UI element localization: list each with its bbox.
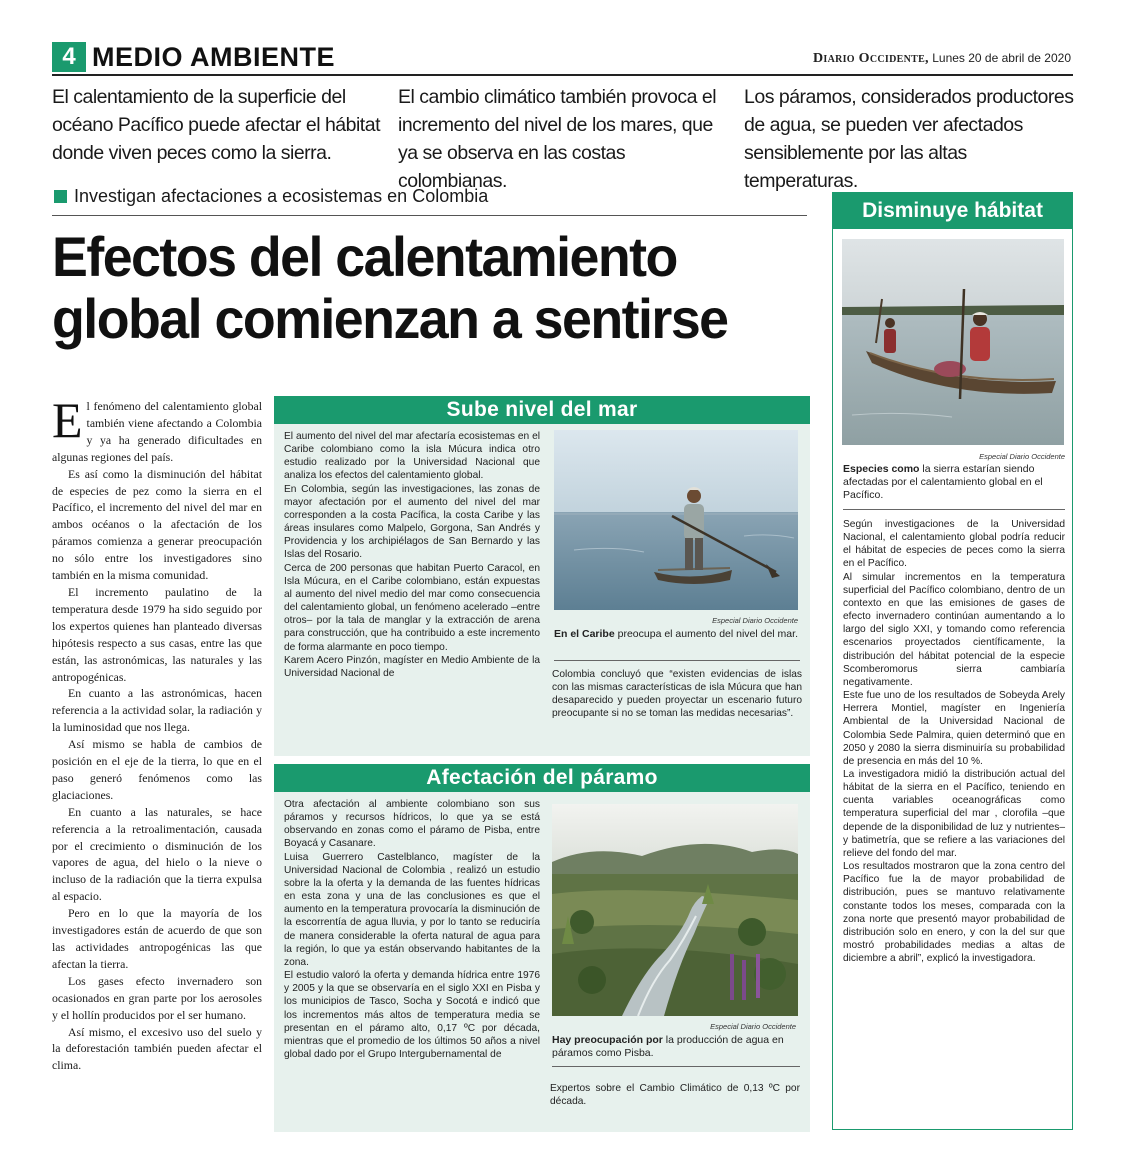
main-paragraph: Así mismo, el excesivo uso del suelo y la deforestación también pueden afectar el clima. [52,1024,262,1073]
teaser-paramos: Los páramos, considerados productores de agua, se pueden ver afectados sensiblemente por las altas temperaturas. [744,86,1074,192]
box-sea-level-continuation: Colombia concluyó que “existen evidencias de islas con las mismas características de isla Múcura que han desaparecido y pueden proyectar un escenario futuro preocupante si no se toman las medidas necesarias”. [552,669,802,720]
paramo-stream-image [552,804,798,1016]
photo-fishermen-lake [842,239,1064,445]
publication-date: Lunes 20 de abril de 2020 [932,51,1071,65]
caption-divider [552,1066,800,1067]
box-paramo-text: Otra afectación al ambiente colombiano son sus páramos y recursos hídricos, lo que ya se está observando en zonas como el páramo de Pisba, entre Boyacá y Casanare. Luisa Guerrero Castelblanco, magíster de la Universidad Nacional de Colombia , realizó un estudio sobre la la oferta y la demanda de las fuentes hídricas en esta zona y una de las conclusiones es que el aumento en la temperatura provocaría la disminución de la escorrentía de agua lluvia, y por lo tanto se reduciría de manera considerable la oferta natural de agua para la región, lo que ya están observando habitantes de la zona. El estudio valoró la oferta y demanda hídrica entre 1976 y 2005 y la que se observaría en el siglo XXI en Pisba y los municipios de Tasco, Socha y Socotá e indicó que los incrementos más altos de temperatura media se presentan en el páramo alto, 0,17 ºC por década, mientras que el promedio de los últimos 50 años a nivel global dado por el Grupo Intergubernamental de [284,799,540,1060]
photo-credit: Especial Diario Occidente [979,452,1065,461]
main-paragraph: En cuanto a las naturales, se hace referencia a la retroalimentación, causada por el crecimiento o disminución de los vapores de agua, del hielo o la nieve o incluso de la radiación que la tierra expulsa al espacio. [52,804,262,904]
box-sea-level [274,396,810,756]
box-paramo-title: Afectación del páramo [274,764,810,792]
teaser-ocean: El calentamiento de la superficie del océano Pacífico puede afectar el hábitat donde viven peces como la sierra. [52,86,380,164]
photo-paramo-stream [552,804,798,1016]
newspaper-name: Diario Occidente, [812,51,929,66]
main-paragraph: En cuanto a las astronómicas, hacen referencia a la actividad solar, la radiación y la luminosidad que nos llega. [52,686,262,735]
box-paramo-continuation: Expertos sobre el Cambio Climático de 0,13 ºC por década. [550,1083,800,1108]
drop-cap: E [52,392,83,448]
main-paragraph: El incremento paulatino de la temperatura desde 1979 ha sido seguido por los expertos quienes han planteado diversas hipótesis respecto a sus casas, entre las que están, las astronómicas, las naturales y las antropogénicas. [52,584,262,684]
page-number: 4 [52,42,86,72]
main-paragraph: Es así como la disminución del hábitat de especies de pez como la sierra en el Pacífico, el incremento del nivel del mar en ambos océanos o la afectación de los páramos comienza a generar preocupación no sólo entre los investigadores sino también en la misma comunidad. [52,466,262,583]
main-paragraph: Así mismo se habla de cambios de posición en el eje de la tierra, lo que en el paso generó fenómenos como las glaciaciones. [52,737,262,802]
photo-caption: En el Caribe preocupa el aumento del nivel del mar. [554,628,798,640]
photo-caption: Especies como la sierra estarían siendo afectadas por el calentamiento global en el Pacífico. [843,463,1043,501]
masthead [813,50,1071,67]
caption-divider [843,509,1065,510]
box-sea-level-title: Sube nivel del mar [274,396,810,424]
photo-credit: Especial Diario Occidente [712,616,798,625]
box-paramo [274,764,810,1132]
kicker-text: Investigan afectaciones a ecosistemas en Colombia [74,186,489,206]
box-habitat-text: Según investigaciones de la Universidad Nacional, el calentamiento global podría reducir el hábitat de especies de peces como la sierra en el Pacífico. Al simular incrementos en la temperatura superficial del Pacífico colombiano, dentro de un contexto en que las emisiones de gases de efecto invernadero continúan aumentando a lo largo del siglo XXI, y tomando como referencia escenarios proyectados científicamente, la distribución del hábitat potencial de la especie Scomberomorus sierra cambiaría negativamente. Este fue uno de los resultados de Sobeyda Arely Herrera Montiel, magíster en Ingeniería Ambiental de la Universidad Nacional de Colombia Sede Palmira, quien determinó que en 2050 y 2080 la sierra disminuiría su probabilidad de presencia en más del 10 %. La investigadora midió la distribución actual del hábitat de la sierra en el Pacífico, teniendo en cuenta variables oceanográficas como temperatura superficial del mar , clorofila –que depende de la disponibilidad de luz y nutrientes– y batimetría, que se refiere a las variaciones del relieve del fondo del mar. Los resultados mostraron que la zona centro del Pacífico fue la de mayor probabilidad de distribución, pues se mantuvo relativamente constante todos los meses, comparada con la zona norte que presentó mayor probabilidad de distribución solo en enero, y con la del sur que mostró probabilidades medias a altas de diciembre a abril”, explicó la investigadora. [843,519,1065,965]
caption-divider [554,660,800,661]
box-habitat [832,192,1073,1130]
main-paragraph: Pero en lo que la mayoría de los investigadores están de acuerdo de que son las actividades antropogénicas las que afectan la tierra. [52,906,262,971]
section-title: MEDIO AMBIENTE [92,42,335,72]
main-paragraph: El fenómeno del calentamiento global también viene afectando a Colombia y ya ha generado dificultades en algunas regiones del país. [52,392,262,464]
photo-fisherman-canoe [554,430,798,610]
fisherman-canoe-image [554,430,798,610]
box-sea-level-text: El aumento del nivel del mar afectaría ecosistemas en el Caribe colombiano como la isla Múcura indica otro estudio realizado por la Universidad Nacional que analiza los efectos del calentamiento global. En Colombia, según las investigaciones, las zonas de mayor afectación por el aumento del nivel del mar corresponden a la costa Pacífica, la costa Caribe y las áreas insulares como Malpelo, Gorgona, San Andrés y Providencia y los archipiélagos de San Bernardo y las Islas del Rosario. Cerca de 200 personas que habitan Puerto Caracol, en Isla Múcura, en el Caribe colombiano, están expuestas al aumento del nivel medio del mar como consecuencia del calentamiento global, un fenómeno acelerado –entre otros– por la tala de manglar y la extracción de arena para construcción, que ha contribuido a este incremento de forma alarmante en poco tiempo. Karem Acero Pinzón, magíster en Medio Ambiente de la Universidad Nacional de [284,431,540,679]
headline: Efectos del calentamiento global comienzan a sentirse [52,225,728,350]
kicker [54,185,488,207]
teaser-sea-level: El cambio climático también provoca el incremento del nivel de los mares, que ya se observa en las costas colombianas. [398,86,717,192]
kicker-square-icon [54,190,67,203]
main-paragraph: Los gases efecto invernadero son ocasionados en gran parte por los aerosoles y el hollín producidos por el ser humano. [52,973,262,1022]
header-divider [52,74,1073,76]
fishermen-lake-image [842,239,1064,445]
photo-credit: Especial Diario Occidente [710,1022,796,1031]
kicker-divider [52,215,807,216]
photo-caption: Hay preocupación por la producción de agua en páramos como Pisba. [552,1034,784,1059]
main-story [52,392,262,1074]
box-habitat-title: Disminuye hábitat [833,193,1072,229]
